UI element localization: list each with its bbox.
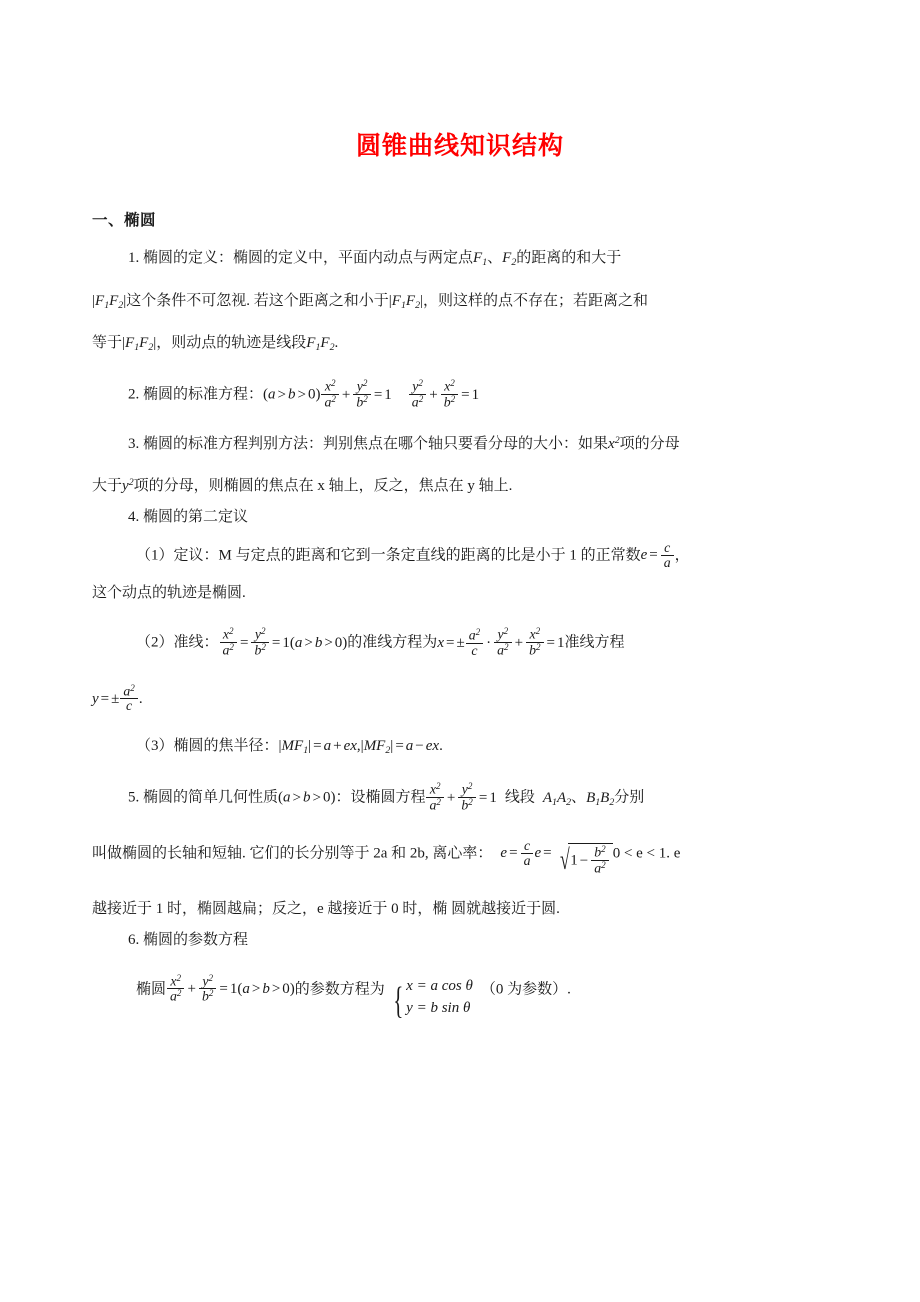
parametric-y: y = b sin θ xyxy=(406,1000,471,1017)
item4-sub2-line xyxy=(92,601,828,658)
item3-line1 xyxy=(92,410,828,452)
item1-line2-text-a: 这个条件不可忽视. 若这个距离之和小于 xyxy=(126,292,389,309)
item3-line1-text-b: 项的分母 xyxy=(619,435,680,452)
item1-line3-text-a: 等于 xyxy=(92,335,123,352)
x-squared-term: $x^2$ xyxy=(608,434,620,452)
item4-sub2-period: . xyxy=(138,690,143,707)
item6-heading xyxy=(92,917,828,948)
item1-line3-text-b: ，则动点的轨迹是线段 xyxy=(156,335,307,352)
section-heading-ellipse: 一、椭圆 xyxy=(92,212,157,229)
item1-separator: 、 xyxy=(487,250,503,266)
item4-sub3-end: . xyxy=(439,738,443,755)
item1-line1-text-a: 1. 椭圆的定义：椭圆的定义中，平面内动点与两定点 xyxy=(128,250,474,266)
item4-sub3-label: （3）椭圆的焦半径： xyxy=(136,738,279,755)
focal-radius-MF2: $|MF_2| = a$ − ex xyxy=(360,738,440,757)
item1-line2 xyxy=(92,268,828,311)
parametric-system: { x = a cos θ y = b sin θ xyxy=(393,978,473,1022)
item5-ellipse-equation: $\frac{x^2}{a^2}$ + $\frac{y^2}{b^2}$ = 1 xyxy=(425,790,496,806)
item5-label: 5. 椭圆的简单几何性质 xyxy=(128,789,279,806)
item1-line1-text-b: 的距离的和大于 xyxy=(516,250,622,266)
item5-line3 xyxy=(92,876,828,917)
item3-line1-text-a: 3. 椭圆的标准方程判别方法：判别焦点在哪个轴只要看分母的大小：如果 xyxy=(128,435,609,452)
item6-note: （0 为参数） xyxy=(480,981,568,998)
y-squared-term: $y^2$ xyxy=(122,476,134,494)
item6-ellipse-equation: $\frac{x^2}{a^2}$ + $\frac{y^2}{b^2}$ = 1(a > b > 0) xyxy=(166,981,295,997)
item5-line3-text: 越接近于 1 时，椭圆越扁；反之，e 越接近于 0 时，椭 圆就越接近于圆. xyxy=(92,900,560,917)
item4-sub1-line2-text: 这个动点的轨迹是椭圆. xyxy=(92,585,246,602)
eccentricity-formula-ca: e = $\frac{c}{a}$ xyxy=(500,845,534,861)
abs-F1F2-c: $|F_1F_2|$ xyxy=(122,335,157,354)
item2-equation-2: $\frac{y^2}{a^2}$ + $\frac{x^2}{b^2}$ = 1 xyxy=(408,387,479,403)
item3-line2 xyxy=(92,452,828,494)
item4-heading xyxy=(92,494,828,525)
item4-sub2-line2 xyxy=(92,658,828,714)
item6-end: . xyxy=(567,981,571,998)
item2-condition: (a > b > 0) xyxy=(263,386,321,403)
item4-sub1-line2 xyxy=(92,570,828,601)
item5-line2 xyxy=(92,813,828,876)
item2-line xyxy=(92,353,828,410)
item1-line3-end: . xyxy=(334,335,339,352)
item2-equation-1: $\frac{x^2}{a^2}$ + $\frac{y^2}{b^2}$ = 1 xyxy=(320,387,391,403)
focus-F1: $F_1$ xyxy=(473,250,488,268)
eccentricity-definition: e = $\frac{c}{a}$ xyxy=(641,547,675,563)
item4-sub3-line xyxy=(92,713,828,756)
segment-F1F2: $F_1F_2$ xyxy=(306,335,335,354)
focus-F2: $F_2$ xyxy=(502,250,517,268)
item2-label: 2. 椭圆的标准方程： xyxy=(128,386,264,403)
item5-mid: ：设椭圆方程 xyxy=(335,789,426,806)
item6-heading-text: 6. 椭圆的参数方程 xyxy=(128,931,249,948)
item3-line2-text-b: 项的分母，则椭圆的焦点在 x 轴上，反之，焦点在 y 轴上. xyxy=(133,477,513,494)
item1-line1 xyxy=(92,230,828,268)
item5-tail: 分别 xyxy=(614,789,645,806)
item6-line-b: 的参数方程为 xyxy=(294,981,385,998)
eccentricity-range: 0 < e < 1. e xyxy=(612,845,681,861)
item1-line2-text-b: ，则这样的点不存在；若距离之和 xyxy=(423,292,649,309)
item5-line1 xyxy=(92,756,828,813)
abs-F1F2-a: $|F_1F_2|$ xyxy=(92,292,127,311)
item4-sub1-text: （1）定议：M 与定点的距离和它到一条定直线的距离的比是小于 1 的正常数 xyxy=(136,547,641,564)
item4-sub2-tail: 准线方程 xyxy=(564,634,625,651)
item5-condition: (a > b > 0) xyxy=(278,789,336,806)
item6-line-a: 椭圆 xyxy=(136,981,167,998)
item4-sub1-comma: ， xyxy=(674,547,690,564)
item5-separator: 、 xyxy=(571,789,587,806)
item4-heading-text: 4. 椭圆的第二定议 xyxy=(128,508,249,525)
segment-A1A2: $A_1A_2$ xyxy=(542,789,572,808)
item4-sub1-line1 xyxy=(92,525,828,570)
directrix-source-equation: $\frac{x^2}{a^2}$ = $\frac{y^2}{b^2}$ = 1(a > b > 0) xyxy=(219,635,348,651)
focal-radius-MF1: $|MF_1| = a$ + ex, xyxy=(278,738,361,757)
item3-line2-text-a: 大于 xyxy=(92,477,123,494)
eccentricity-formula-sqrt: e = √1 − $\frac{b^2}{a^2}$ xyxy=(534,845,612,861)
directrix-y-equation: y = ± $\frac{a^2}{c}$ xyxy=(92,691,139,707)
page-title: 圆锥曲线知识结构 xyxy=(355,133,564,160)
parametric-x: x = a cos θ xyxy=(406,978,473,995)
item6-line xyxy=(92,948,828,1020)
abs-F1F2-b: $|F_1F_2|$ xyxy=(388,292,424,311)
item5-line2-text: 叫做椭圆的长轴和短轴. 它们的长分别等于 2a 和 2b, 离心率： xyxy=(92,845,493,861)
directrix-equation: x = ± $\frac{a^2}{c}$ · $\frac{y^2}{a^2}$ + $\frac{x^2}{b^2}$ = 1 xyxy=(437,626,565,658)
item1-line3 xyxy=(92,310,828,353)
item4-sub2-mid: 的准线方程为 xyxy=(347,634,438,651)
item4-sub2-label: （2）准线： xyxy=(136,634,219,651)
item5-after-eq: 线段 xyxy=(504,789,535,806)
segment-B1B2: $B_1B_2$ xyxy=(586,789,615,808)
